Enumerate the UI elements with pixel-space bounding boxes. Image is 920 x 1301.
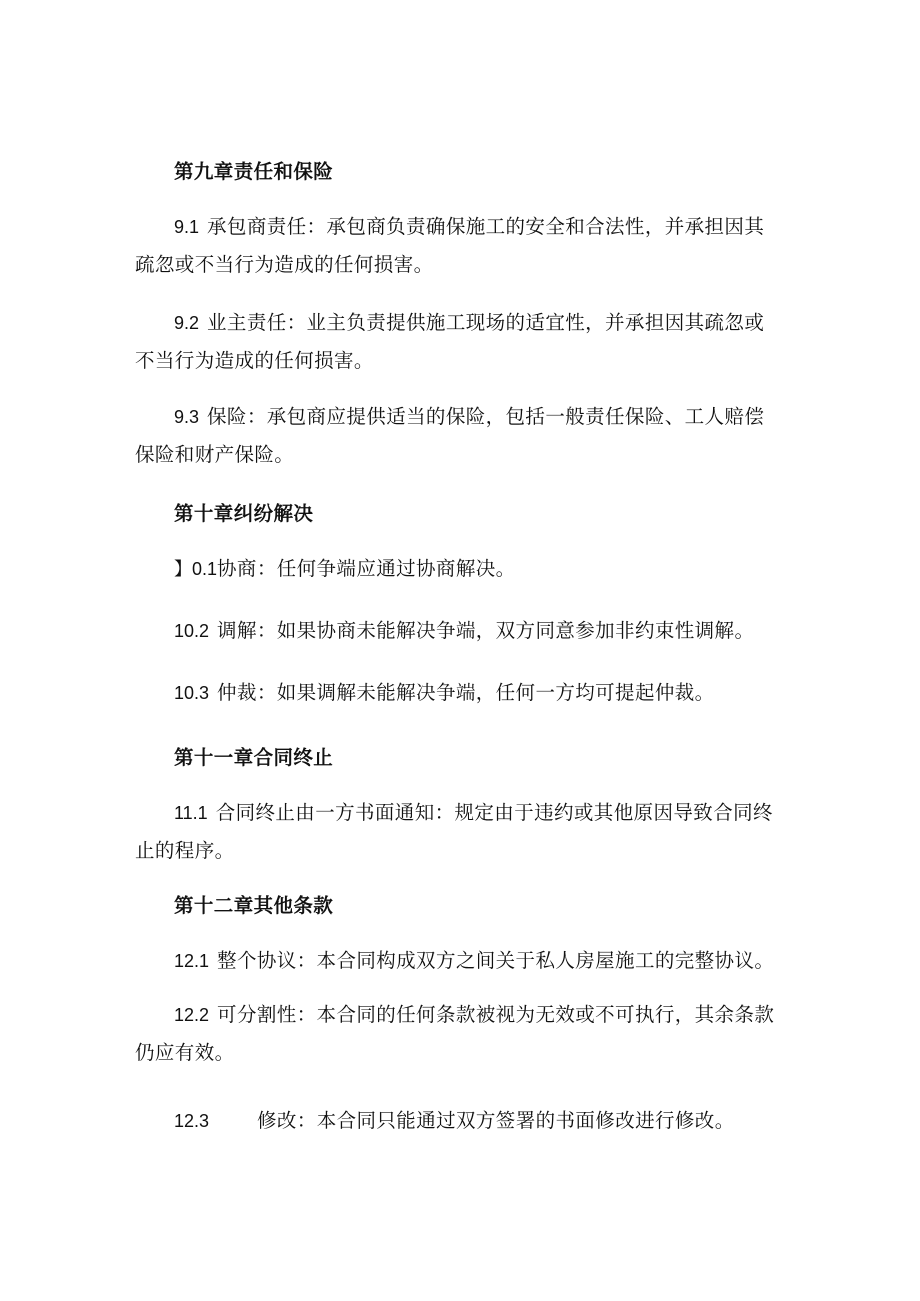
chapter-11-heading: 第十一章合同终止 xyxy=(174,747,334,769)
clause-10-3 xyxy=(135,674,795,712)
chapter-12-heading: 第十二章其他条款 xyxy=(174,895,334,917)
clause-text-line1: 承包商责任：承包商负责确保施工的安全和合法性，并承担因其 xyxy=(207,215,765,238)
clause-10-1 xyxy=(135,550,795,588)
clause-9-1 xyxy=(135,208,795,283)
clause-number: 12.3 xyxy=(174,1111,210,1131)
clause-text-line1: 调解：如果协商未能解决争端，双方同意参加非约束性调解。 xyxy=(217,619,755,642)
clause-12-3 xyxy=(135,1102,795,1140)
clause-text-line1: 合同终止由一方书面通知：规定由于违约或其他原因导致合同终 xyxy=(215,801,773,824)
clause-text-line1: 整个协议：本合同构成双方之间关于私人房屋施工的完整协议。 xyxy=(217,949,775,972)
clause-9-2 xyxy=(135,304,795,379)
clause-number: 10.2 xyxy=(174,621,210,641)
clause-11-1 xyxy=(135,794,795,869)
clause-12-2 xyxy=(135,996,795,1071)
clause-text-line2: 保险和财产保险。 xyxy=(135,443,295,466)
clause-12-1 xyxy=(135,942,795,980)
clause-number: 10.3 xyxy=(174,683,210,703)
clause-number: 9.1 xyxy=(174,217,200,237)
clause-number: 11.1 xyxy=(174,803,208,823)
clause-number: 】0.1 xyxy=(174,559,218,579)
clause-text-line2: 疏忽或不当行为造成的任何损害。 xyxy=(135,253,434,276)
clause-text-line1: 可分割性：本合同的任何条款被视为无效或不可执行，其余条款 xyxy=(217,1003,775,1026)
clause-text-line2: 不当行为造成的任何损害。 xyxy=(135,349,374,372)
clause-number: 12.1 xyxy=(174,951,210,971)
clause-text-line2: 止的程序。 xyxy=(135,839,235,862)
clause-9-3 xyxy=(135,398,795,473)
clause-number: 12.2 xyxy=(174,1005,210,1025)
clause-text-line1: 修改：本合同只能通过双方签署的书面修改进行修改。 xyxy=(257,1109,735,1132)
clause-text-line1: 业主责任：业主负责提供施工现场的适宜性，并承担因其疏忽或 xyxy=(207,311,765,334)
clause-text-line1: 保险：承包商应提供适当的保险，包括一般责任保险、工人赔偿 xyxy=(207,405,765,428)
clause-text-line1: 协商：任何争端应通过协商解决。 xyxy=(217,557,516,580)
clause-number: 9.3 xyxy=(174,407,200,427)
clause-text-line2: 仍应有效。 xyxy=(135,1041,235,1064)
chapter-9-heading: 第九章责任和保险 xyxy=(174,161,334,183)
clause-text-line1: 仲裁：如果调解未能解决争端，任何一方均可提起仲裁。 xyxy=(217,681,715,704)
clause-10-2 xyxy=(135,612,795,650)
clause-number: 9.2 xyxy=(174,313,200,333)
chapter-10-heading: 第十章纠纷解决 xyxy=(174,503,314,525)
